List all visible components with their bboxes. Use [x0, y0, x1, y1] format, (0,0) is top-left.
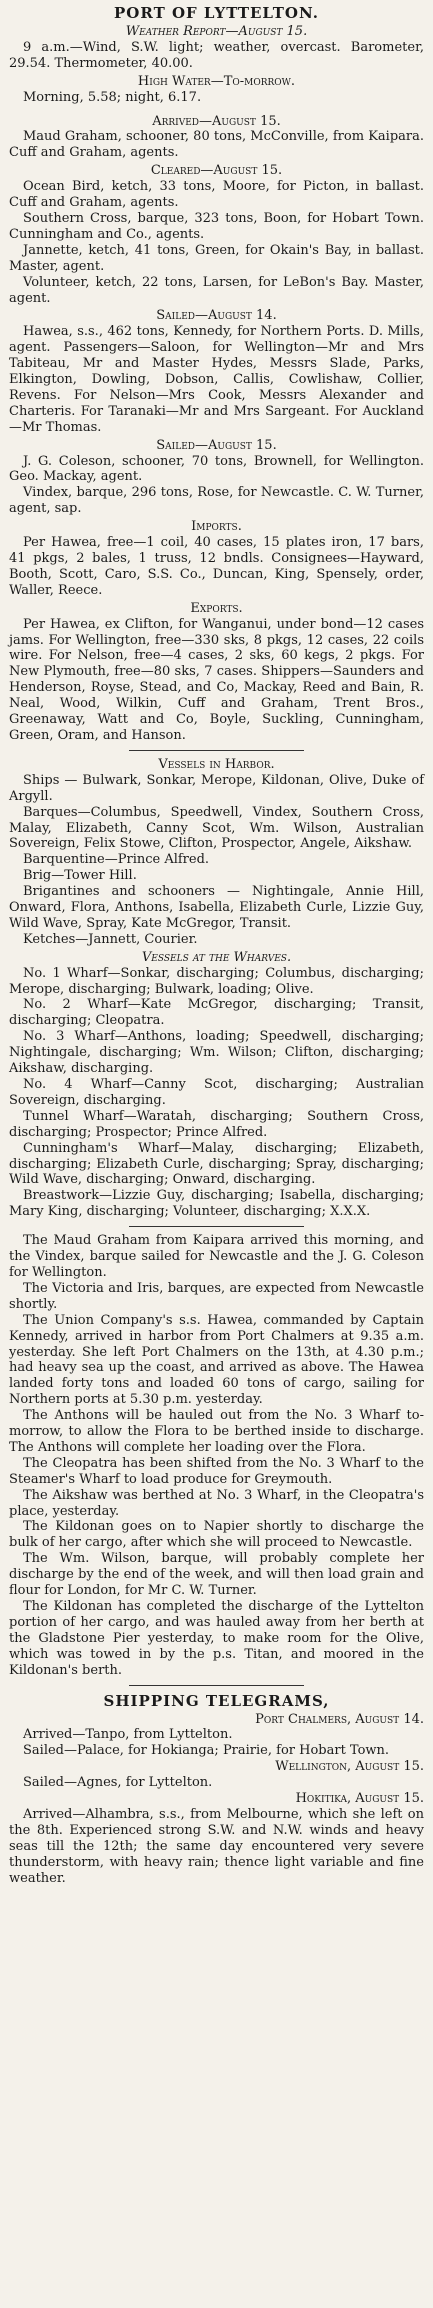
- wharf-entry: Breastwork—Lizzie Guy, discharging; Isabella, discharging; Mary King, discharging; Volunteer, discharging; X.X.X.: [9, 1188, 424, 1220]
- telegram-line: Sailed—Palace, for Hokianga; Prairie, for Hobart Town.: [23, 1743, 390, 1759]
- telegram-place: Wellington, August 15.: [275, 1759, 424, 1775]
- vessel-list: Ketches—Jannett, Courier.: [23, 931, 198, 947]
- wharf-entry: No. 4 Wharf—Canny Scot, discharging; Australian Sovereign, discharging.: [9, 1077, 424, 1108]
- telegram-place: Port Chalmers, August 14.: [255, 1711, 424, 1727]
- imports-entry: Per Hawea, free—1 coil, 40 cases, 15 plates iron, 17 bars, 41 pkgs, 2 bales, 1 truss, 12 bndls. Consignees—Hayward, Booth, Scott, Caro, S.S. Co., Duncan, King, Spensely, order, Waller, Reece.: [9, 535, 424, 598]
- section-divider: [129, 750, 304, 751]
- cleared-heading: Cleared—August 15.: [150, 163, 283, 179]
- wharf-entry: No. 3 Wharf—Anthons, loading; Speedwell, discharging; Nightingale, discharging; Wm. Wilson; Clifton, discharging; Aikshaw, discharging.: [9, 1029, 424, 1077]
- arrived-heading: Arrived—August 15.: [152, 113, 281, 129]
- weather-line: Morning, 5.58; night, 6.17.: [23, 89, 202, 105]
- news-paragraph: The Wm. Wilson, barque, will probably complete her discharge by the end of the week, and will then load grain and flour for London, for Mr C. W. Turner.: [9, 1551, 424, 1599]
- telegram-line: Arrived—Alhambra, s.s., from Melbourne, which she left on the 8th. Experienced strong S.W. and N.W. winds and heavy seas till the 12th; the same day encountered very severe thunderstorm, with heavy rain; thence light variable and fine weather.: [9, 1806, 424, 1886]
- clearance-entry: Ocean Bird, ketch, 33 tons, Moore, for Picton, in ballast. Cuff and Graham, agents.: [9, 179, 424, 211]
- sailing-entry: J. G. Coleson, schooner, 70 tons, Brownell, for Wellington. Geo. Mackay, agent.: [9, 453, 424, 485]
- news-paragraph: The Union Company's s.s. Hawea, commanded by Captain Kennedy, arrived in harbor from Port Chalmers at 9.35 a.m. yesterday. She left Port Chalmers on the 13th, at 4.30 p.m.; had heavy sea up the coast, and arrived as above. The Hawea landed forty tons and loaded 60 tons of cargo, sailing for Northern ports at 5.30 p.m. yesterday.: [9, 1312, 424, 1408]
- wharves-heading: Vessels at the Wharves.: [141, 949, 292, 965]
- news-paragraph: The Aikshaw was berthed at No. 3 Wharf, in the Cleopatra's place, yesterday.: [9, 1487, 424, 1519]
- telegram-line: Arrived—Tanpo, from Lyttelton.: [23, 1727, 233, 1743]
- exports-entry: Per Hawea, ex Clifton, for Wanganui, under bond—12 cases jams. For Wellington, free—330 sks, 8 pkgs, 12 cases, 22 coils wire. For Nelson, free—4 cases, 2 sks, 60 kegs, 2 pkgs. For New Plymouth, free—80 sks, 7 cases. Shippers—Saunders and Henderson, Royse, Stead, and Co, Mackay, Reed and Bain, R. Neal, Wood, Wilkin, Cuff and Graham, Trent Bros., Greenaway, Watt and Co, Boyle, Suckling, Cunningham, Green, Oram, and Hanson.: [9, 616, 424, 743]
- clearance-entry: Volunteer, ketch, 22 tons, Larsen, for LeBon's Bay. Master, agent.: [9, 274, 424, 306]
- vessel-list: Brigantines and schooners — Nightingale, Annie Hill, Onward, Flora, Anthons, Isabella, Elizabeth Curle, Lizzie Guy, Wild Wave, Spray, Kate McGregor, Transit.: [9, 884, 424, 931]
- news-paragraph: The Cleopatra has been shifted from the No. 3 Wharf to the Steamer's Wharf to load produce for Greymouth.: [9, 1455, 424, 1487]
- sailing-entry: Hawea, s.s., 462 tons, Kennedy, for Northern Ports. D. Mills, agent. Passengers—Saloon, for Wellington—Mr and Mrs Tabiteau, Mr and Master Hydes, Messrs Slade, Parks, Elkington, Dowling, Dobson, Callis, Cowlishaw, Collier, Revens. For Nelson—Mrs Cook, Messrs Alexander and Charteris. For Taranaki—Mr and Mrs Sargeant. For Auckland—Mr Thomas.: [9, 324, 424, 435]
- vessels-heading: Vessels in Harbor.: [158, 756, 275, 772]
- news-paragraph: The Maud Graham from Kaipara arrived this morning, and the Vindex, barque sailed for Newcastle and the J. G. Coleson for Wellington.: [9, 1233, 424, 1280]
- wharf-entry: Cunningham's Wharf—Malay, discharging; Elizabeth, discharging; Elizabeth Curle, discharging; Spray, discharging; Wild Wave, discharging; Onward, discharging.: [9, 1140, 424, 1188]
- news-paragraph: The Victoria and Iris, barques, are expected from Newcastle shortly.: [9, 1280, 424, 1312]
- vessel-list: Ships — Bulwark, Sonkar, Merope, Kildonan, Olive, Duke of Argyll.: [9, 772, 424, 804]
- weather-line: 9 a.m.—Wind, S.W. light; weather, overcast. Barometer, 29.54. Thermometer, 40.00.: [9, 39, 424, 71]
- sailing-entry: Vindex, barque, 296 tons, Rose, for Newcastle. C. W. Turner, agent, sap.: [9, 485, 424, 517]
- weather-heading: Weather Report—August 15.: [125, 24, 308, 39]
- telegrams-title: SHIPPING TELEGRAMS,: [103, 1691, 330, 1710]
- clearance-entry: Jannette, ketch, 41 tons, Green, for Okain's Bay, in ballast. Master, agent.: [9, 242, 424, 274]
- exports-heading: Exports.: [190, 600, 243, 616]
- section-divider: [129, 1226, 304, 1227]
- telegram-place: Hokitika, August 15.: [295, 1791, 424, 1807]
- sailed-heading: Sailed—August 14.: [156, 308, 277, 324]
- arrival-entry: Maud Graham, schooner, 80 tons, McConville, from Kaipara. Cuff and Graham, agents.: [9, 129, 424, 161]
- sailed-heading: Sailed—August 15.: [156, 437, 277, 453]
- clearance-entry: Southern Cross, barque, 323 tons, Boon, for Hobart Town. Cunningham and Co., agents.: [9, 210, 424, 242]
- imports-heading: Imports.: [191, 519, 242, 535]
- weather-line: High Water—To-morrow.: [137, 73, 296, 89]
- vessel-list: Brig—Tower Hill.: [23, 868, 137, 884]
- section-divider: [129, 1685, 304, 1686]
- wharf-entry: No. 2 Wharf—Kate McGregor, discharging; Transit, discharging; Cleopatra.: [9, 997, 424, 1029]
- vessel-list: Barques—Columbus, Speedwell, Vindex, Southern Cross, Malay, Elizabeth, Canny Scot, Wm. Wilson, Australian Sovereign, Felix Stowe, Clifton, Prospector, Angele, Aikshaw.: [9, 804, 424, 852]
- news-paragraph: The Kildonan goes on to Napier shortly to discharge the bulk of her cargo, after which she will proceed to Newcastle.: [9, 1519, 424, 1551]
- wharf-entry: Tunnel Wharf—Waratah, discharging; Southern Cross, discharging; Prospector; Prince Alfred.: [9, 1108, 424, 1140]
- vessel-list: Barquentine—Prince Alfred.: [23, 852, 210, 868]
- port-title: PORT OF LYTTELTON.: [114, 4, 319, 22]
- news-paragraph: The Kildonan has completed the discharge of the Lyttelton portion of her cargo, and was hauled away from her berth at the Gladstone Pier yesterday, to make room for the Olive, which was towed in by the p.s. Titan, and moored in the Kildonan's berth.: [9, 1599, 424, 1678]
- news-paragraph: The Anthons will be hauled out from the No. 3 Wharf to-morrow, to allow the Flora to be berthed inside to discharge. The Anthons will complete her loading over the Flora.: [9, 1408, 424, 1455]
- wharf-entry: No. 1 Wharf—Sonkar, discharging; Columbus, discharging; Merope, discharging; Bulwark, loading; Olive.: [9, 965, 424, 997]
- telegram-line: Sailed—Agnes, for Lyttelton.: [23, 1775, 213, 1791]
